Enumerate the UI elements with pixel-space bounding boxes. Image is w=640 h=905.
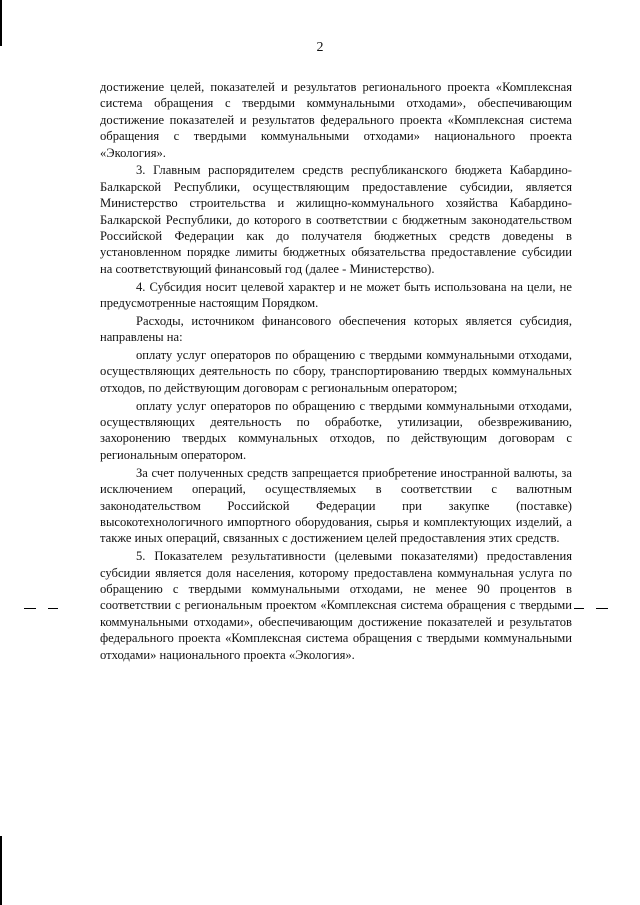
page-number: 2 [316,40,324,55]
fold-mark [574,608,584,609]
paragraph-currency-restriction: За счет полученных средств запрещается приобретение иностранной валюты, за исключением операций, осуществляемых в соответствии с валютным законодательством Российской Федерации при закупке (поставке) высокотехнологичного импортного оборудования, сырья и комплектующих изделий, а также иных операций, связанных с достижением целей предоставления этих средств. [100,465,572,546]
paragraph-collection-services: оплату услуг операторов по обращению с твердыми коммунальными отходами, осуществляющих деятельность по сбору, транспортированию твердых коммунальных отходов, по действующим договорам с региональным оператором; [100,348,572,395]
fold-mark [48,608,58,609]
paragraph-continuation: достижение целей, показателей и результатов регионального проекта «Комплексная система обращения с твердыми коммунальными отходами», обеспечивающим достижение показателей и результатов федерального проекта «Комплексная система обращения с твердыми коммунальными отходами» национального проекта «Экология». [100,80,572,160]
paragraph-clause-3: 3. Главным распорядителем средств республиканского бюджета Кабардино-Балкарской Республики, осуществляющим предоставление субсидии, является Министерство строительства и жилищно-коммунального хозяйства Кабардино-Балкарской Республики, до которого в соответствии с бюджетным законодательством Российской Федерации как до получателя бюджетных средств доведены в установленном порядке лимиты бюджетных обязательства предоставление субсидии на соответствующий финансовый год (далее - Министерство). [100,163,572,276]
fold-mark [596,608,608,609]
document-body [100,79,572,664]
fold-mark [24,608,36,609]
paragraph-expenses: Расходы, источником финансового обеспечения которых является субсидия, направлены на: [100,313,572,345]
paragraph-processing-services: оплату услуг операторов по обращению с твердыми коммунальными отходами, осуществляющих деятельность по обработке, утилизации, обезвреживанию, захоронению твердых коммунальных отходов, по действующим договорам с региональным оператором. [100,398,572,462]
paragraph-clause-5: 5. Показателем результативности (целевыми показателями) предоставления субсидии является доля населения, которому предоставлена коммунальная услуга по обращению с твердыми коммунальными отходами, не менее 90 процентов в соответствии с региональным проектом «Комплексная система обращения с твердыми коммунальными отходами», обеспечивающим достижение показателей и результатов федерального проекта «Комплексная система обращения с твердыми коммунальными отходами» национального проекта «Экология». [100,549,572,662]
paragraph-clause-4: 4. Субсидия носит целевой характер и не может быть использована на цели, не предусмотренные настоящим Порядком. [100,279,572,311]
scan-edge-mark [0,836,2,905]
